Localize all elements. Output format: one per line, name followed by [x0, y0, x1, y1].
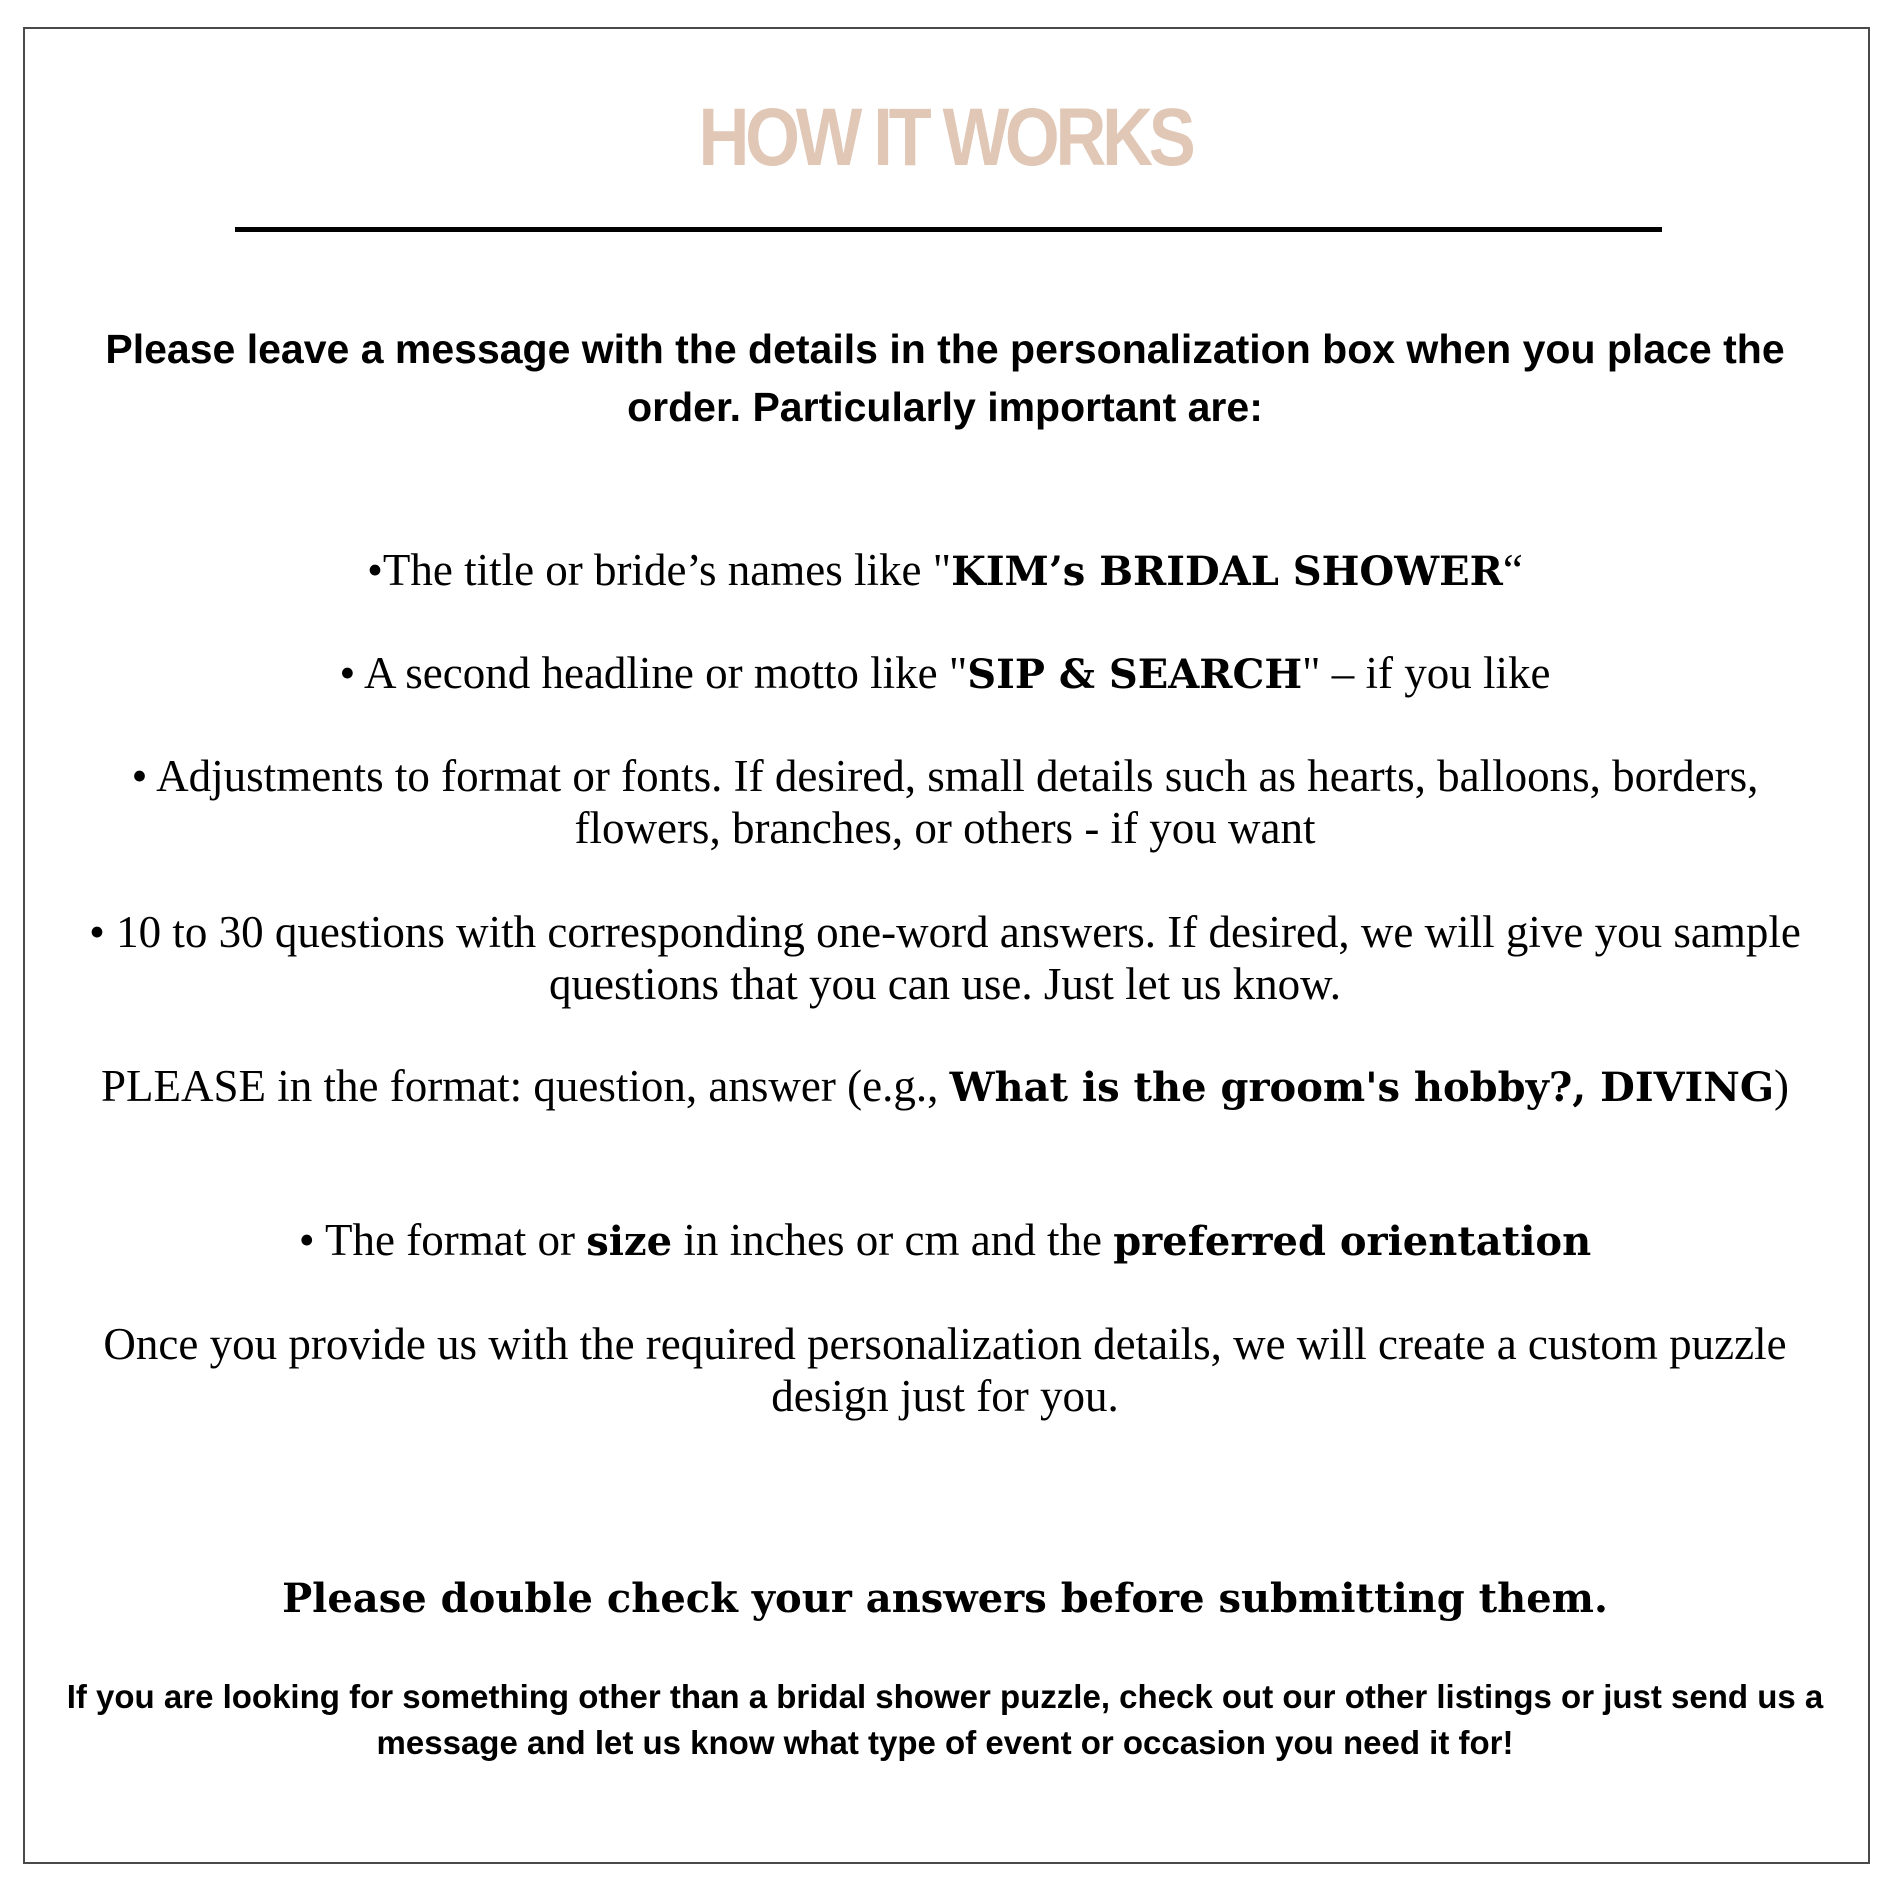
format-note	[60, 1060, 1830, 1114]
item-emphasis: KIM’s BRIDAL SHOWER	[951, 548, 1503, 595]
format-note-end: )	[1774, 1061, 1789, 1111]
double-check-notice: Please double check your answers before submitting them.	[282, 1575, 1608, 1622]
item-text: Adjustments to format or fonts. If desired, small details such as hearts, balloons, borders, flowers, branches, or others - if you want	[147, 751, 1759, 853]
bullet-icon: •	[339, 648, 356, 698]
item-text: A second headline or motto like "	[355, 648, 968, 698]
footer-note: If you are looking for something other than a bridal shower puzzle, check out our other listings or just send us a message and let us know what type of event or occasion you need it for!	[66, 1678, 1824, 1761]
page-title: HOW IT WORKS	[698, 92, 1192, 183]
item-text-end: “	[1502, 545, 1523, 595]
list-item-adjustments	[60, 750, 1830, 854]
item-text-mid: in inches or cm and the	[672, 1215, 1114, 1265]
item-text-end: " – if you like	[1302, 648, 1551, 698]
bullet-icon: •	[89, 907, 105, 957]
item-text: 10 to 30 questions with corresponding one-word answers. If desired, we will give you sample questions that you can use. Just let us know.	[104, 907, 1801, 1009]
bullet-icon: •	[367, 545, 383, 595]
item-emphasis-orientation: preferred orientation	[1113, 1218, 1592, 1265]
intro-text: Please leave a message with the details in the personalization box when you place the order. Particularly important are:	[105, 326, 1785, 430]
list-item-title	[60, 544, 1830, 598]
closing-text: Once you provide us with the required personalization details, we will create a custom puzzle design just for you.	[103, 1319, 1787, 1421]
item-emphasis-size: size	[586, 1218, 673, 1265]
format-note-example: What is the groom's hobby?, DIVING	[949, 1064, 1774, 1111]
bullet-icon: •	[131, 751, 148, 801]
item-emphasis: SIP & SEARCH	[967, 651, 1303, 698]
item-text: The format or	[314, 1215, 587, 1265]
list-item-headline	[60, 647, 1830, 701]
format-note-text: PLEASE in the format: question, answer (e.g.,	[100, 1061, 950, 1111]
list-item-format	[60, 1214, 1830, 1268]
list-item-questions	[60, 906, 1830, 1010]
title-divider	[235, 227, 1662, 232]
bullet-icon: •	[298, 1215, 315, 1265]
item-text: The title or bride’s names like "	[382, 545, 952, 595]
